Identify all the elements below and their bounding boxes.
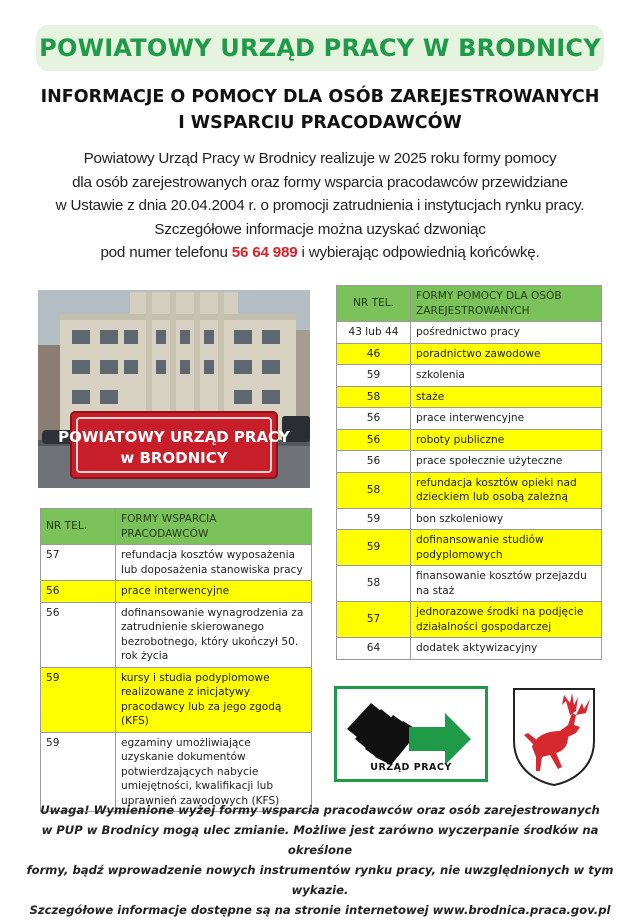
intro-line-1: Powiatowy Urząd Pracy w Brodnicy realizuje w 2025 roku formy pomocy xyxy=(83,150,557,167)
col-header-forms: FORMY POMOCY DLA OSÓB ZAREJESTROWANYCH xyxy=(411,286,602,322)
table-row xyxy=(337,322,602,344)
cell-support-form: kursy i studia podyplomowe realizowane z inicjatywy pracodawcy lub za jego zgodą (KFS) xyxy=(116,667,312,732)
cell-phone-extension: 43 lub 44 xyxy=(337,322,411,344)
table-row xyxy=(337,638,602,660)
footer-line-3: formy, bądź wprowadzenie nowych instrumentów rynku pracy, nie uwzględnionych w tym wykazie. xyxy=(26,863,614,897)
table-row xyxy=(337,602,602,638)
table-row xyxy=(337,386,602,408)
phone-number: 56 64 989 xyxy=(231,244,298,261)
heading-line-1: INFORMACJE O POMOCY DLA OSÓB ZAREJESTROWANYCH xyxy=(40,87,600,107)
col-header-forms: FORMY WSPARCIA PRACODAWCÓW xyxy=(116,509,312,545)
cell-phone-extension: 59 xyxy=(337,365,411,387)
footer-line-2: w PUP w Brodnicy mogą ulec zmianie. Możliwe jest zarówno wyczerpanie środków na określone xyxy=(41,823,599,857)
cell-phone-extension: 58 xyxy=(337,386,411,408)
col-header-nr: NR TEL. xyxy=(337,286,411,322)
coat-of-arms-icon xyxy=(510,685,598,787)
building-photo xyxy=(38,290,310,488)
cell-support-form: pośrednictwo pracy xyxy=(411,322,602,344)
table-row xyxy=(41,581,312,603)
cell-support-form: egzaminy umożliwiające uzyskanie dokumentów potwierdzających nabycie umiejętności, kwalifikacji lub uprawnień zawodowych (KFS) xyxy=(116,732,312,812)
cell-phone-extension: 56 xyxy=(41,581,116,603)
sign-line-1: POWIATOWY URZĄD PRACY xyxy=(58,428,290,446)
table-row xyxy=(337,566,602,602)
cell-support-form: roboty publiczne xyxy=(411,429,602,451)
cell-phone-extension: 59 xyxy=(337,530,411,566)
footer-line-4: Szczegółowe informacje dostępne są na stronie internetowej www.brodnica.praca.gov.pl xyxy=(29,903,611,917)
col-header-nr: NR TEL. xyxy=(41,509,116,545)
cell-support-form: refundacja kosztów opieki nad dzieckiem lub osobą zależną xyxy=(411,472,602,508)
cell-phone-extension: 59 xyxy=(41,667,116,732)
table-row xyxy=(337,408,602,430)
cell-support-form: prace interwencyjne xyxy=(411,408,602,430)
cell-support-form: staże xyxy=(411,386,602,408)
cell-support-form: dofinansowanie wynagrodzenia za zatrudnienie skierowanego bezrobotnego, który ukończył 50. rok życia xyxy=(116,602,312,667)
footer-note xyxy=(20,800,620,920)
cell-phone-extension: 56 xyxy=(337,429,411,451)
banner-title: POWIATOWY URZĄD PRACY W BRODNICY xyxy=(39,34,601,62)
cell-support-form: prace interwencyjne xyxy=(116,581,312,603)
cell-phone-extension: 59 xyxy=(337,508,411,530)
cell-phone-extension: 46 xyxy=(337,343,411,365)
intro-line-5 xyxy=(30,241,610,265)
cell-phone-extension: 58 xyxy=(337,472,411,508)
cell-phone-extension: 56 xyxy=(41,602,116,667)
table-row xyxy=(337,365,602,387)
cell-support-form: prace społecznie użyteczne xyxy=(411,451,602,473)
intro-line-4: Szczegółowe informacje można uzyskać dzwoniąc xyxy=(154,220,486,238)
cell-support-form: dodatek aktywizacyjny xyxy=(411,638,602,660)
cell-phone-extension: 57 xyxy=(337,602,411,638)
intro-line-5-post: i wybierając odpowiednią końcówkę. xyxy=(297,244,540,261)
table-row xyxy=(41,602,312,667)
cell-phone-extension: 58 xyxy=(337,566,411,602)
cell-phone-extension: 56 xyxy=(337,451,411,473)
table-row xyxy=(337,508,602,530)
intro-line-5-pre: pod numer telefonu xyxy=(100,244,232,261)
intro-text xyxy=(30,147,610,265)
table-employer-support xyxy=(40,508,312,812)
table-row xyxy=(337,429,602,451)
table-row xyxy=(41,545,312,581)
table-row xyxy=(337,530,602,566)
urzad-pracy-logo xyxy=(334,686,488,782)
footer-line-1: Uwaga! Wymienione wyżej formy wsparcia pracodawców oraz osób zarejestrowanych xyxy=(40,803,600,817)
cell-phone-extension: 59 xyxy=(41,732,116,812)
cell-support-form: finansowanie kosztów przejazdu na staż xyxy=(411,566,602,602)
table-registered-support xyxy=(336,285,602,660)
title-banner xyxy=(36,25,604,71)
intro-line-3: w Ustawie z dnia 20.04.2004 r. o promocji zatrudnienia i instytucjach rynku pracy. xyxy=(55,197,585,214)
cards-icon xyxy=(347,703,419,765)
table-row xyxy=(337,472,602,508)
cell-support-form: jednorazowe środki na podjęcie działalności gospodarczej xyxy=(411,602,602,638)
cell-support-form: refundacja kosztów wyposażenia lub doposażenia stanowiska pracy xyxy=(116,545,312,581)
page-heading xyxy=(20,84,620,136)
cell-phone-extension: 64 xyxy=(337,638,411,660)
table-row xyxy=(337,343,602,365)
intro-line-2: dla osób zarejestrowanych oraz formy wsparcia pracodawców przewidziane xyxy=(72,173,568,191)
sign-line-2: w BRODNICY xyxy=(120,449,228,467)
cell-support-form: bon szkoleniowy xyxy=(411,508,602,530)
cell-support-form: poradnictwo zawodowe xyxy=(411,343,602,365)
arrow-icon xyxy=(409,713,471,765)
cell-support-form: dofinansowanie studiów podyplomowych xyxy=(411,530,602,566)
logo-label: URZĄD PRACY xyxy=(370,762,452,773)
cell-phone-extension: 57 xyxy=(41,545,116,581)
heading-line-2: I WSPARCIU PRACODAWCÓW xyxy=(178,113,462,133)
cell-support-form: szkolenia xyxy=(411,365,602,387)
table-row xyxy=(41,667,312,732)
cell-phone-extension: 56 xyxy=(337,408,411,430)
table-row xyxy=(337,451,602,473)
